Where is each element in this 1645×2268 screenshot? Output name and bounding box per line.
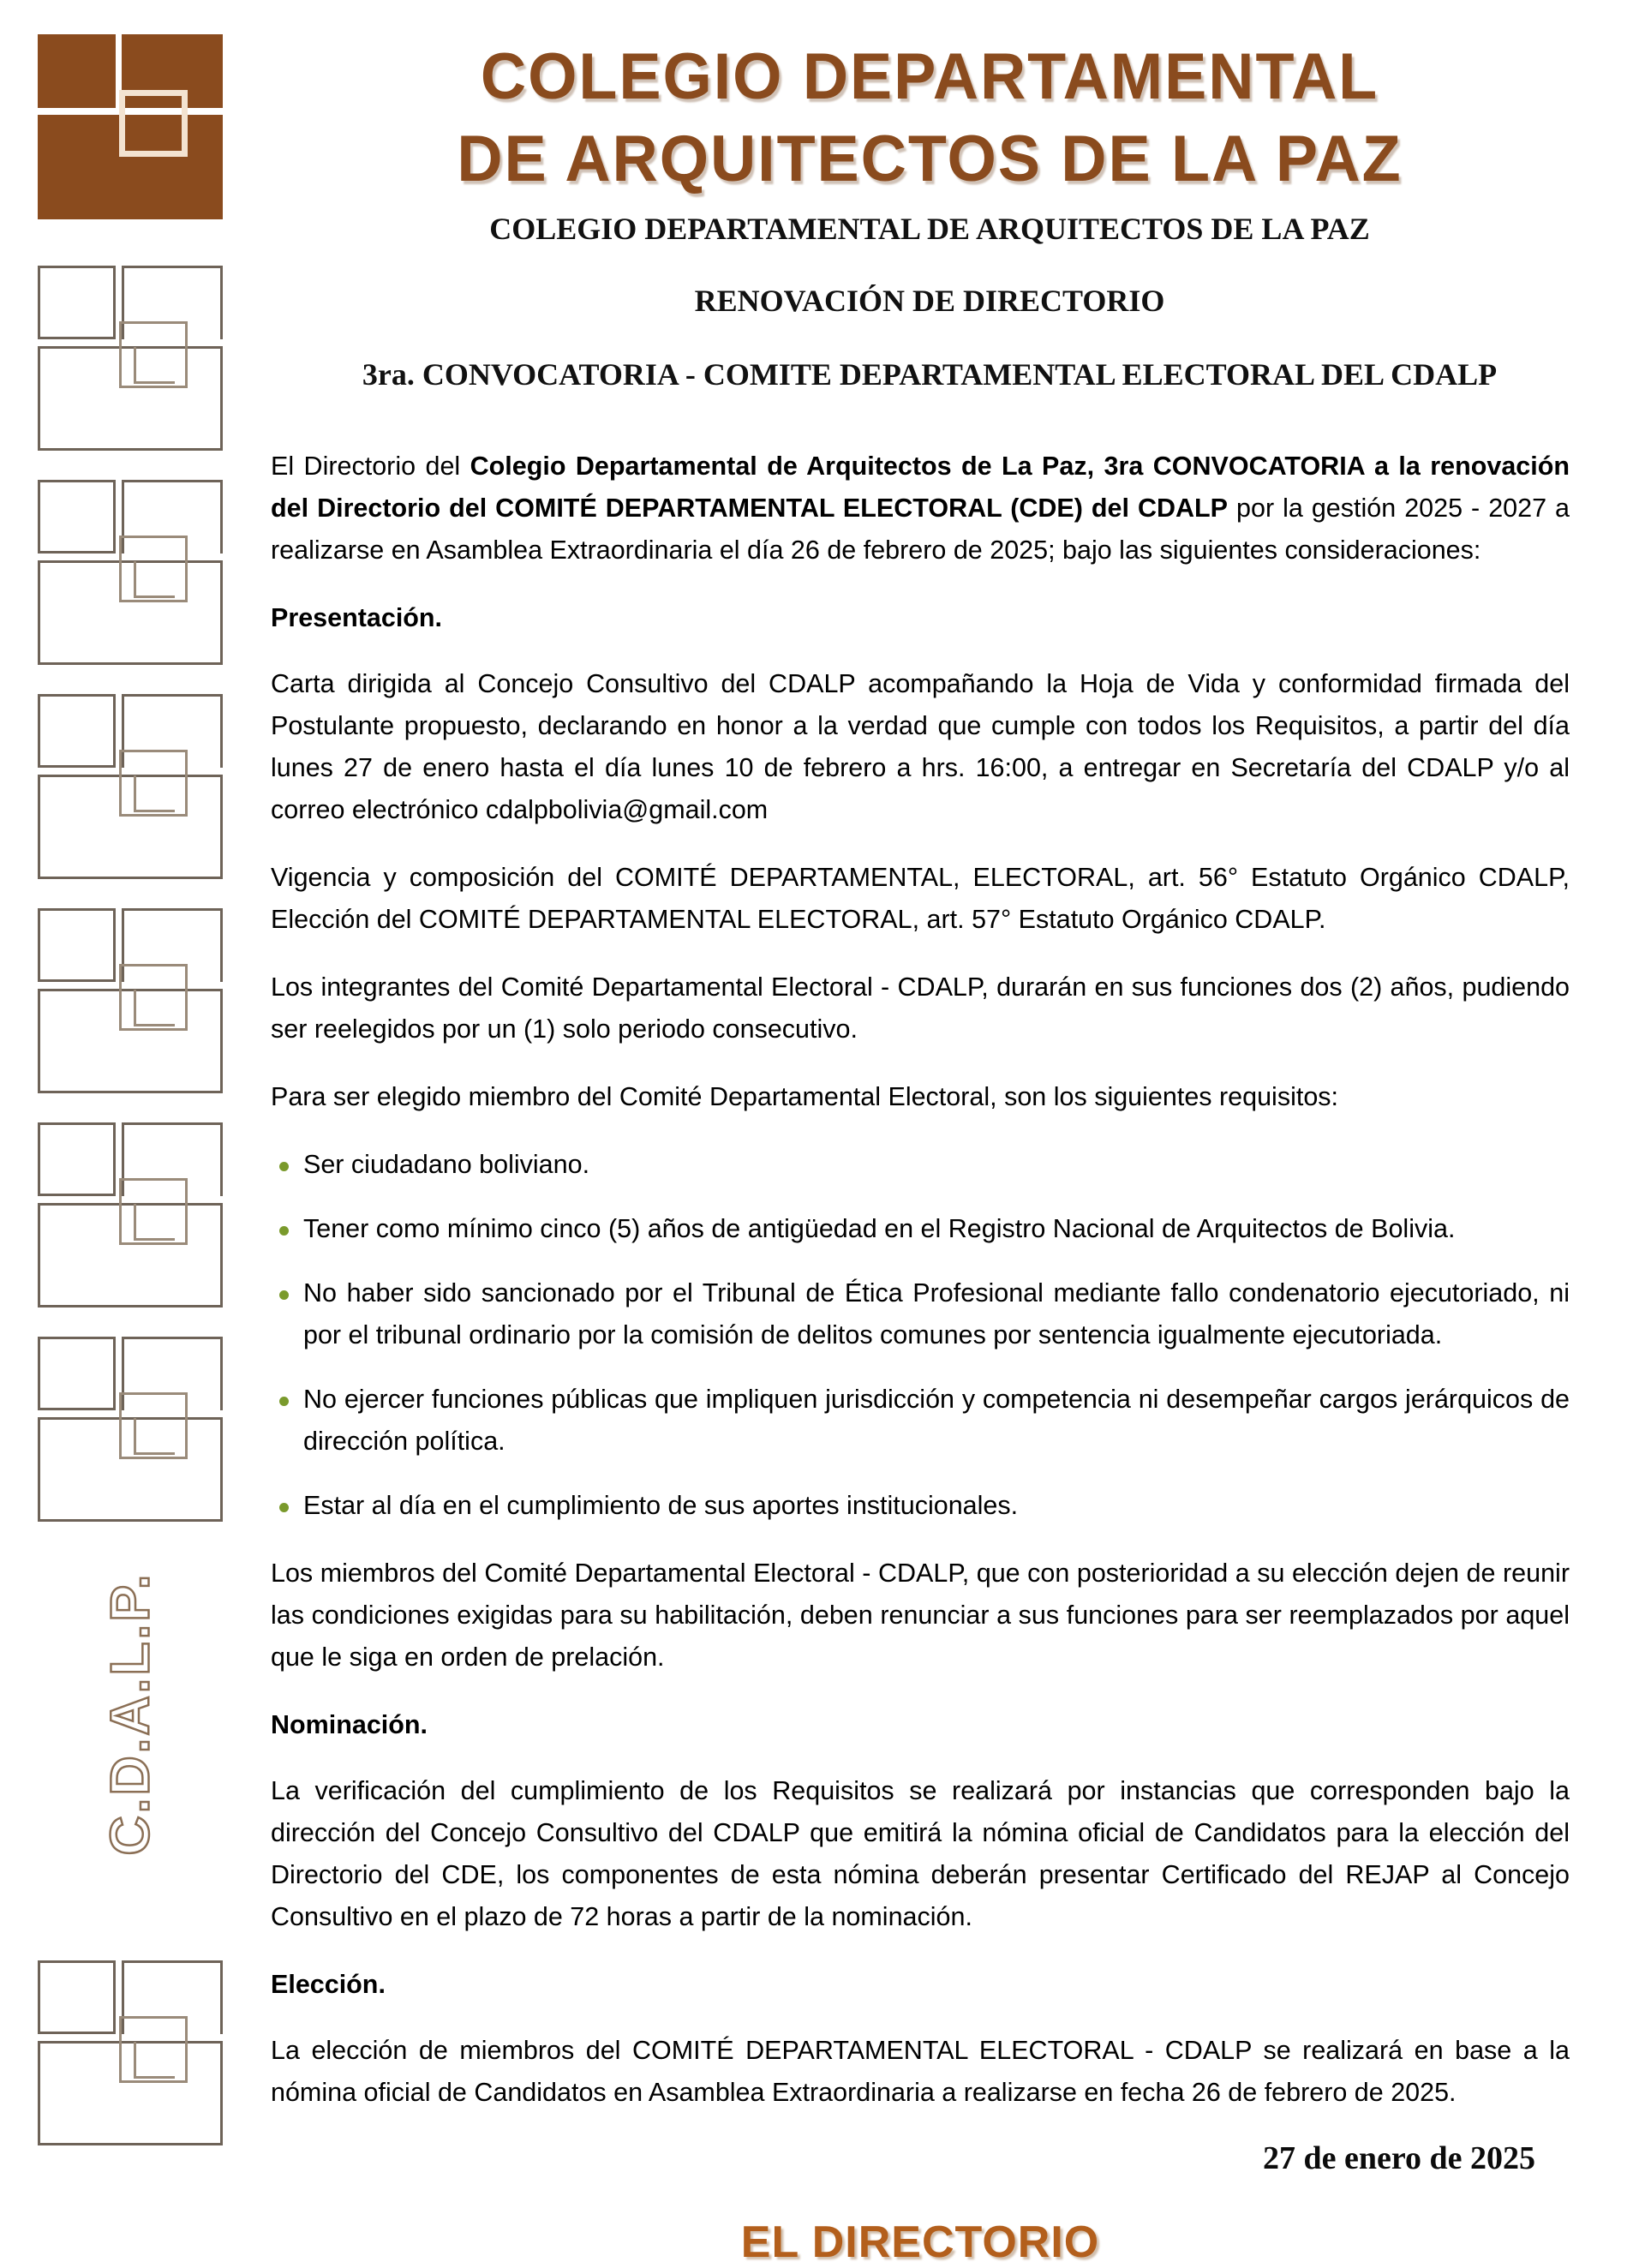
vigencia-paragraph: Vigencia y composición del COMITÉ DEPARTAMENTAL, ELECTORAL, art. 56° Estatuto Orgánico CDALP, Elección del COMITÉ DEPARTAMENTAL ELECTORAL, art. 57° Estatuto Orgánico CDALP. <box>271 863 1570 934</box>
document-content <box>257 0 1602 2267</box>
brand-title <box>257 0 1602 200</box>
section-heading-eleccion: Elección. <box>271 1970 386 1999</box>
presentacion-paragraph: Carta dirigida al Concejo Consultivo del CDALP acompañando la Hoja de Vida y conformidad firmada del Postulante propuesto, declarando en honor a la verdad que cumple con todos los Requisitos, a partir del día lunes 27 de enero hasta el día lunes 10 de febrero a hrs. 16:00, a entregar en Secretaría del CDALP y/o al correo electrónico cdalpbolivia@gmail.com <box>271 669 1570 824</box>
cdalp-logo-outline <box>38 1960 223 2145</box>
cdalp-logo-outline <box>38 908 223 1093</box>
header-organization: COLEGIO DEPARTAMENTAL DE ARQUITECTOS DE LA PAZ <box>489 212 1370 246</box>
integrantes-paragraph: Los integrantes del Comité Departamental Electoral - CDALP, durarán en sus funciones dos (2) años, pudiendo ser reelegidos por un (1) solo periodo consecutivo. <box>271 972 1570 1044</box>
signature-block: EL DIRECTORIO <box>740 2217 1100 2267</box>
requisitos-list <box>271 1144 1570 1527</box>
signature-date: 27 de enero de 2025 <box>1262 2140 1535 2176</box>
cdalp-logo-solid <box>38 34 223 219</box>
intro-bold: Colegio Departamental de Arquitectos de La Paz, 3ra CONVOCATORIA a la renovación del Directorio del COMITÉ DEPARTAMENTAL ELECTORAL (CDE) del CDALP <box>271 452 1570 523</box>
section-heading-presentacion: Presentación. <box>271 603 443 632</box>
list-item: No haber sido sancionado por el Tribunal de Ética Profesional mediante fallo condenatorio ejecutoriado, ni por el tribunal ordinario por la comisión de delitos comunes por sentencia igualmente ejecutoriada. <box>271 1272 1570 1356</box>
sidebar-logo-strip <box>0 0 240 2193</box>
sidebar-wordmark <box>38 1491 223 1936</box>
nominacion-paragraph: La verificación del cumplimiento de los Requisitos se realizará por instancias que corresponden bajo la dirección del Concejo Consultivo del CDALP que emitirá la nómina oficial de Candidatos para la elección del Directorio del CDE, los componentes de esta nómina deberán presentar Certificado del REJAP al Concejo Consultivo en el plazo de 72 horas a partir de la nominación. <box>271 1776 1570 1931</box>
header-subject: RENOVACIÓN DE DIRECTORIO <box>694 284 1165 318</box>
cdalp-logo-outline <box>38 266 223 451</box>
list-item: Tener como mínimo cinco (5) años de antigüedad en el Registro Nacional de Arquitectos de Bolivia. <box>271 1208 1570 1250</box>
intro-part-1: El Directorio del <box>271 452 470 481</box>
cdalp-logo-outline <box>38 694 223 879</box>
intro-paragraph <box>271 446 1570 571</box>
body-block <box>257 446 1583 2268</box>
header-convocatoria: 3ra. CONVOCATORIA - COMITE DEPARTAMENTAL ELECTORAL DEL CDALP <box>362 357 1498 392</box>
cdalp-logo-outline <box>38 1122 223 1308</box>
brand-title-line-1: COLEGIO DEPARTAMENTAL <box>480 40 1379 113</box>
section-heading-nominacion: Nominación. <box>271 1710 428 1739</box>
list-item: Ser ciudadano boliviano. <box>271 1144 1570 1186</box>
miembros-paragraph: Los miembros del Comité Departamental Electoral - CDALP, que con posterioridad a su elección dejen de reunir las condiciones exigidas para su habilitación, deben renunciar a sus funciones para ser reemplazados por aquel que le siga en orden de prelación. <box>271 1559 1570 1672</box>
requisitos-lead: Para ser elegido miembro del Comité Departamental Electoral, son los siguientes requisitos: <box>271 1082 1339 1111</box>
sidebar-wordmark-text: C.D.A.L.P. <box>99 1571 161 1856</box>
intro-part-2: por la gestión 2025 - 2027 a realizarse en Asamblea Extraordinaria el día 26 de febrero de 2025; bajo las siguientes consideraciones: <box>271 494 1570 565</box>
eleccion-paragraph: La elección de miembros del COMITÉ DEPARTAMENTAL ELECTORAL - CDALP se realizará en base a la nómina oficial de Candidatos en Asamblea Extraordinaria a realizarse en fecha 26 de febrero de 2025. <box>271 2036 1570 2107</box>
brand-title-line-2: DE ARQUITECTOS DE LA PAZ <box>457 123 1403 195</box>
cdalp-logo-outline <box>38 480 223 665</box>
list-item: Estar al día en el cumplimiento de sus aportes institucionales. <box>271 1485 1570 1527</box>
list-item: No ejercer funciones públicas que impliquen jurisdicción y competencia ni desempeñar cargos jerárquicos de dirección política. <box>271 1379 1570 1463</box>
